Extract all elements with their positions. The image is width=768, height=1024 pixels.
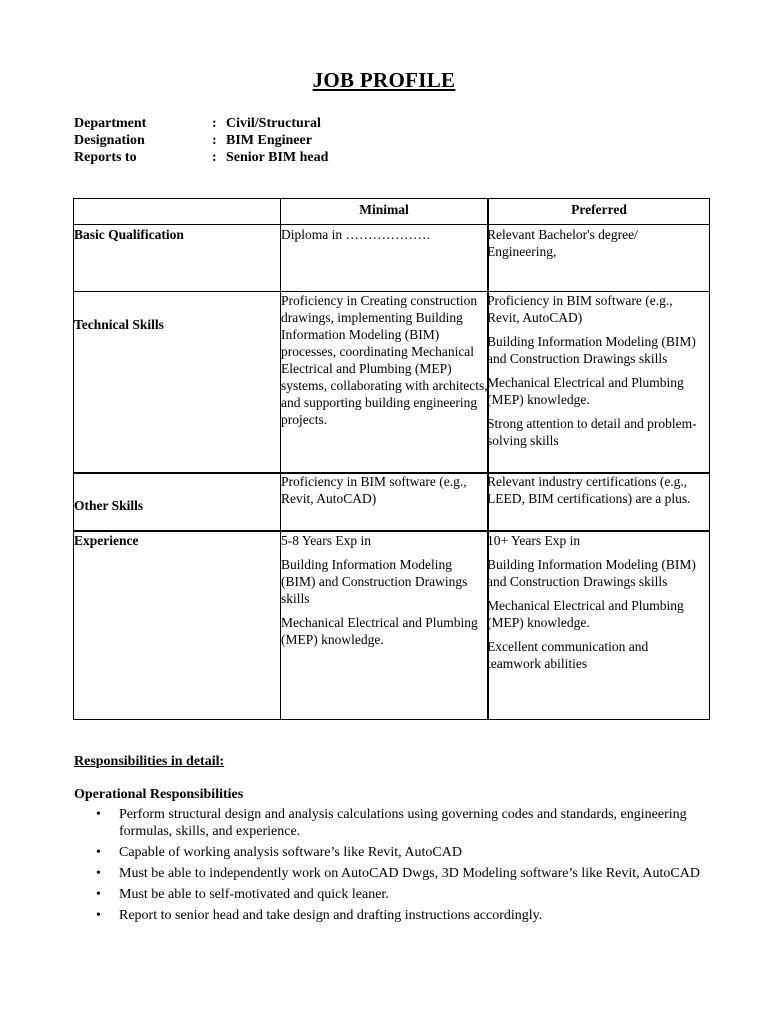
list-item [92,865,702,882]
cell-text: Building Information Modeling (BIM) and Construction Drawings skills [281,557,468,606]
cell-text: Excellent communication and teamwork abilities [487,639,649,671]
list-item-text: Report to senior head and take design and drafting instructions accordingly. [119,908,543,923]
column-header-preferred: Preferred [571,202,627,217]
info-label: Reports to [74,150,137,165]
info-value: Senior BIM head [226,150,329,165]
cell-text: 5-8 Years Exp in [281,533,371,548]
list-item [92,806,702,840]
cell-text: Diploma in ………………. [281,227,430,242]
row-label-experience: Experience [74,533,139,548]
cell-technical-preferred [487,292,703,449]
responsibilities-list [92,806,702,928]
cell-text: Building Information Modeling (BIM) and Construction Drawings skills [487,334,696,366]
cell-other-minimal [281,473,481,507]
cell-text: Proficiency in Creating construction drawings, implementing Building Information Modeling (BIM) processes, coordinating Mechanical Electrical and Plumbing (MEP) systems, collaborating with architects, and supporting building engineering projects. [281,293,488,427]
info-value: BIM Engineer [226,133,312,148]
list-item [92,844,702,861]
cell-text: Relevant industry certifications (e.g., LEED, BIM certifications) are a plus. [487,474,691,506]
info-separator: : [212,150,217,165]
info-block [74,115,328,166]
info-separator: : [212,133,217,148]
list-item [92,886,702,903]
list-item [92,907,702,924]
table-divider [74,224,709,225]
info-row-department [74,115,328,132]
info-separator: : [212,116,217,131]
bullet-icon: • [96,807,101,822]
cell-text: Mechanical Electrical and Plumbing (MEP) knowledge. [487,598,684,630]
column-header-minimal: Minimal [359,202,409,217]
info-row-designation [74,132,328,149]
row-label-technical-skills: Technical Skills [74,317,164,332]
bullet-icon: • [96,908,101,923]
list-item-text: Capable of working analysis software’s like Revit, AutoCAD [119,845,462,860]
cell-text: Strong attention to detail and problem-solving skills [487,416,697,448]
operational-responsibilities-heading: Operational Responsibilities [74,787,244,802]
list-item-text: Perform structural design and analysis calculations using governing codes and standards, engineering formulas, skills, and experience. [119,807,687,839]
bullet-icon: • [96,845,101,860]
cell-text: Mechanical Electrical and Plumbing (MEP) knowledge. [281,615,478,647]
cell-basic-minimal [281,226,485,243]
cell-text: Proficiency in BIM software (e.g., Revit, AutoCAD) [487,293,673,325]
cell-text: 10+ Years Exp in [487,533,581,548]
info-label: Designation [74,133,145,148]
responsibilities-heading: Responsibilities in detail: [74,754,225,769]
page-title: JOB PROFILE [312,68,456,92]
list-item-text: Must be able to independently work on AutoCAD Dwgs, 3D Modeling software’s like Revit, AutoCAD [119,866,700,881]
cell-basic-preferred [487,226,702,260]
cell-text: Relevant Bachelor's degree/ Engineering, [487,227,638,259]
cell-experience-preferred [487,532,703,672]
cell-other-preferred [487,473,702,507]
cell-experience-minimal [281,532,485,648]
list-item-text: Must be able to self-motivated and quick leaner. [119,887,389,902]
info-value: Civil/Structural [226,116,321,131]
row-label-other-skills: Other Skills [74,498,144,513]
bullet-icon: • [96,866,101,881]
bullet-icon: • [96,887,101,902]
profile-table [73,198,710,720]
info-label: Department [74,116,147,131]
cell-text: Building Information Modeling (BIM) and Construction Drawings skills [487,557,696,589]
cell-text: Mechanical Electrical and Plumbing (MEP) knowledge. [487,375,684,407]
row-label-basic-qualification: Basic Qualification [74,227,184,242]
info-row-reports-to [74,149,328,166]
cell-text: Proficiency in BIM software (e.g., Revit, AutoCAD) [281,474,467,506]
cell-technical-minimal [281,292,488,428]
